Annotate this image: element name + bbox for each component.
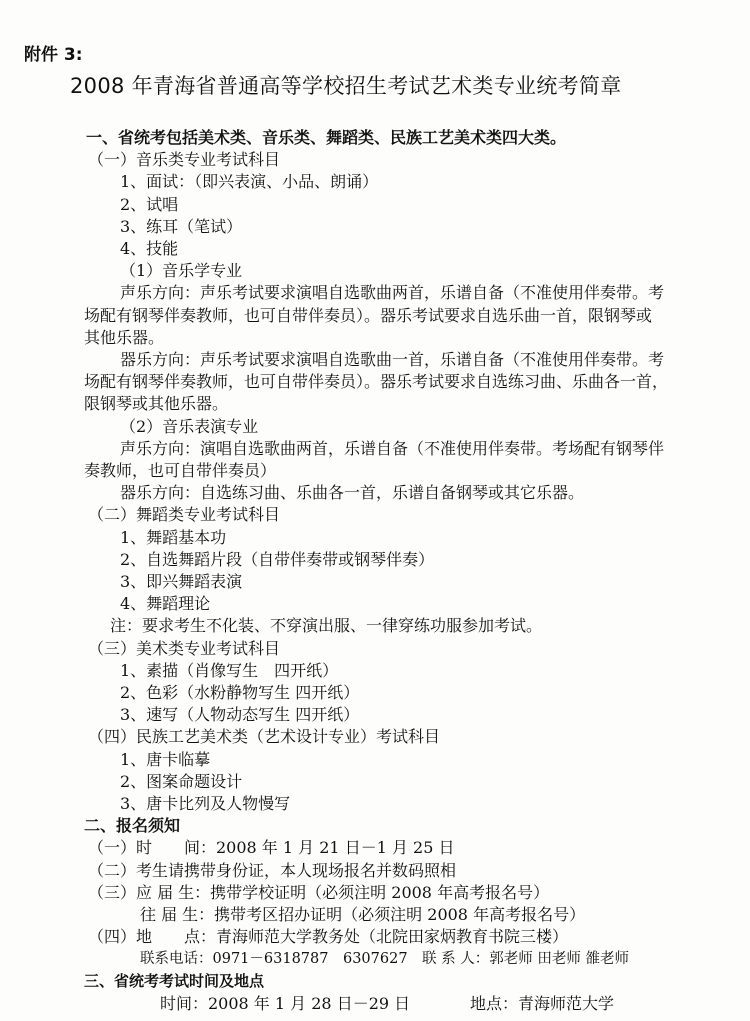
music-item-3: 3、练耳（笔试） (120, 217, 243, 236)
document-title: 2008 年青海省普通高等学校招生考试艺术类专业统考简章 (70, 74, 622, 98)
musicology-heading: （1）音乐学专业 (120, 261, 243, 280)
registration-location: （四）地 点：青海师范大学教务处（北院田家炳教育书院三楼） (88, 927, 569, 946)
section-2-heading: 二、报名须知 (84, 816, 181, 835)
exam-location: 地点：青海师范大学 (470, 994, 615, 1013)
music-item-2: 2、试唱 (120, 195, 179, 214)
music-subjects-heading: （一）音乐类专业考试科目 (88, 150, 281, 169)
art-item-3: 3、速写（人物动态写生 四开纸） (120, 705, 360, 724)
section-3-heading: 三、省统考考试时间及地点 (84, 972, 265, 990)
dance-subjects-heading: （二）舞蹈类专业考试科目 (88, 505, 281, 524)
ethnic-art-item-1: 1、唐卡临摹 (120, 750, 211, 769)
art-item-2: 2、色彩（水粉静物写生 四开纸） (120, 683, 360, 702)
exam-time: 时间：2008 年 1 月 28 日－29 日 (160, 994, 411, 1013)
dance-note: 注：要求考生不化装、不穿演出服、一律穿练功服参加考试。 (110, 616, 543, 635)
dance-item-3: 3、即兴舞蹈表演 (120, 572, 243, 591)
musicology-vocal-line-1: 声乐方向：声乐考试要求演唱自选歌曲两首，乐谱自备（不准使用伴奏带。考 (120, 283, 665, 302)
section-1-heading: 一、省统考包括美术类、音乐类、舞蹈类、民族工艺美术类四大类。 (86, 128, 567, 147)
musicology-vocal-line-3: 其他乐器。 (84, 328, 165, 347)
art-item-1: 1、素描（肖像写生 四开纸） (120, 661, 339, 680)
dance-item-1: 1、舞蹈基本功 (120, 528, 227, 547)
performance-instrument-line: 器乐方向：自选练习曲、乐曲各一首，乐谱自备钢琴或其它乐器。 (120, 483, 585, 502)
musicology-instrument-line-1: 器乐方向：声乐考试要求演唱自选歌曲一首，乐谱自备（不准使用伴奏带。考 (120, 350, 665, 369)
performance-vocal-line-1: 声乐方向：演唱自选歌曲两首，乐谱自备（不准使用伴奏带。考场配有钢琴伴 (120, 439, 665, 458)
registration-time: （一）时 间：2008 年 1 月 21 日－1 月 25 日 (88, 838, 455, 857)
ethnic-art-item-3: 3、唐卡比列及人物慢写 (120, 794, 291, 813)
performance-vocal-line-2: 奏教师，也可自带伴奏员） (84, 461, 277, 480)
musicology-vocal-line-2: 场配有钢琴伴奏教师，也可自带伴奏员）。器乐考试要求自选乐曲一首，限钢琴或 (84, 306, 653, 325)
music-item-4: 4、技能 (120, 239, 179, 258)
ethnic-art-subjects-heading: （四）民族工艺美术类（艺术设计专业）考试科目 (88, 727, 441, 746)
attachment-label: 附件 3: (24, 45, 83, 65)
registration-current-students: （三）应 届 生：携带学校证明（必须注明 2008 年高考报名号） (88, 883, 550, 902)
performance-heading: （2）音乐表演专业 (120, 417, 259, 436)
registration-id: （二）考生请携带身份证，本人现场报名并数码照相 (88, 861, 457, 880)
dance-item-2: 2、自选舞蹈片段（自带伴奏带或钢琴伴奏） (120, 550, 435, 569)
dance-item-4: 4、舞蹈理论 (120, 594, 211, 613)
art-subjects-heading: （三）美术类专业考试科目 (88, 639, 281, 658)
musicology-instrument-line-2: 场配有钢琴伴奏教师，也可自带伴奏员）。器乐考试要求自选练习曲、乐曲各一首， (84, 372, 669, 391)
musicology-instrument-line-3: 限钢琴或其他乐器。 (84, 394, 229, 413)
registration-former-students: 往 届 生：携带考区招办证明（必须注明 2008 年高考报名号） (140, 905, 586, 924)
registration-contact: 联系电话：0971－6318787 6307627 联 系 人：郭老师 田老师 雒老师 (140, 951, 629, 967)
music-item-1: 1、面试：（即兴表演、小品、朗诵） (120, 172, 379, 191)
ethnic-art-item-2: 2、图案命题设计 (120, 772, 243, 791)
